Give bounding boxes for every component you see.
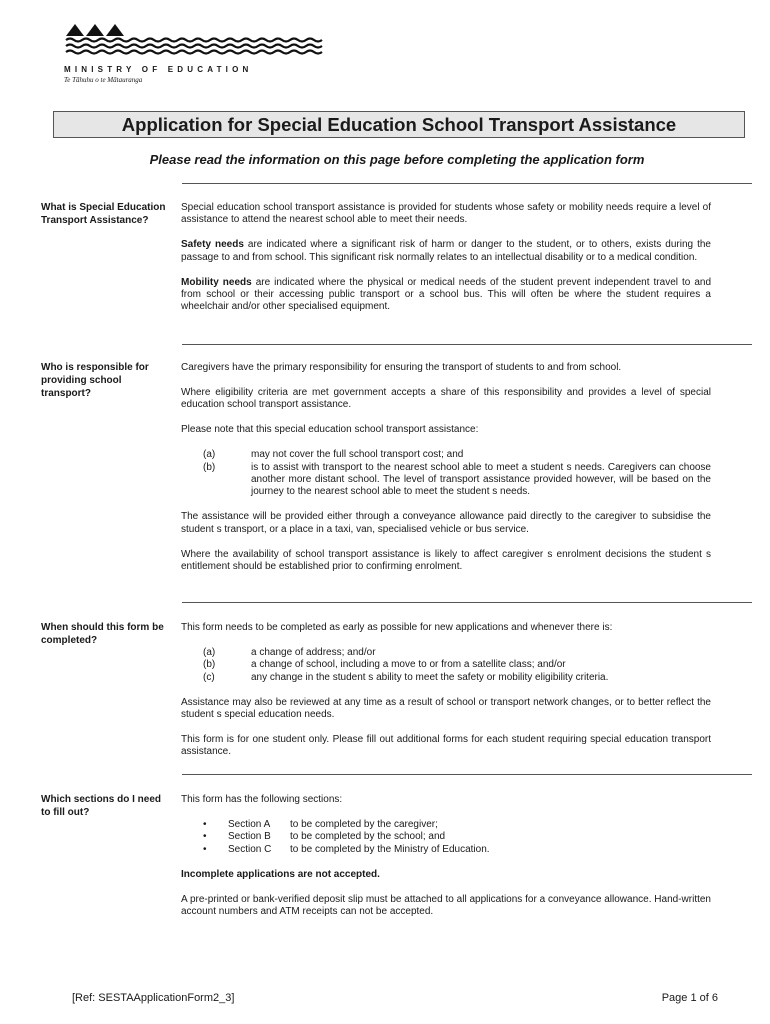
section-question: Which sections do I need to fill out? bbox=[41, 794, 162, 818]
bullet-icon: • bbox=[203, 831, 207, 843]
divider bbox=[182, 183, 752, 184]
form-title-box bbox=[53, 111, 745, 138]
paragraph: The assistance will be provided either through a conveyance allowance paid directly to the caregiver to subsidise the student s transport, or a place in a taxi, van, specialised vehicle or bus service. bbox=[181, 511, 711, 535]
list-item: • Section B to be completed by the school; and bbox=[203, 831, 446, 843]
paragraph: A pre-printed or bank-verified deposit slip must be attached to all applications for a conveyance allowance. Hand-written account numbers and ATM receipts can not be accepted. bbox=[181, 893, 711, 917]
divider bbox=[182, 344, 752, 345]
paragraph: Please note that this special education school transport assistance: bbox=[181, 424, 479, 436]
change-conditions-list bbox=[181, 647, 711, 684]
mountain-waves-icon bbox=[64, 22, 326, 60]
instructions-subtitle: Please read the information on this page before completing the application form bbox=[149, 152, 645, 167]
paragraph: Caregivers have the primary responsibility for ensuring the transport of students to and from school. bbox=[181, 362, 622, 373]
list-item: (b) a change of school, including a move to or from a satellite class; and/or bbox=[203, 659, 566, 671]
bullet-icon: • bbox=[203, 818, 207, 830]
paragraph: This form has the following sections: bbox=[181, 794, 343, 805]
list-item: (a) may not cover the full school transport cost; and bbox=[203, 449, 464, 461]
list-item: (a) a change of address; and/or bbox=[203, 646, 376, 658]
ministry-logo bbox=[64, 22, 326, 84]
footer-reference: [Ref: SESTAApplicationForm2_3] bbox=[72, 992, 235, 1004]
divider bbox=[182, 602, 752, 603]
paragraph: Mobility needs are indicated where the physical or medical needs of the student prevent independent travel to and from school or their accessing public transport or a school bus. This will often be where the student requires a wheelchair and/or other specialised equipment. bbox=[181, 276, 712, 313]
section-question: What is Special Education Transport Assistance? bbox=[41, 202, 166, 226]
list-item: • Section C to be completed by the Ministry of Education. bbox=[203, 843, 490, 855]
paragraph: This form is for one student only. Please fill out additional forms for each student requiring special education transport assistance. bbox=[181, 733, 711, 758]
assistance-conditions-list bbox=[181, 449, 711, 499]
footer-page-number: Page 1 of 6 bbox=[661, 992, 718, 1004]
paragraph: Safety needs are indicated where a significant risk of harm or danger to the student, or to others, exists during the passage to and from school. This significant risk normally relates to an intellectual disability or to a medical condition. bbox=[181, 239, 711, 263]
paragraph: Assistance may also be reviewed at any time as a result of school or transport network changes, or to better reflect the student s special education needs. bbox=[181, 696, 711, 721]
section-answer bbox=[181, 622, 711, 771]
section-answer bbox=[181, 202, 711, 326]
paragraph: Where the availability of school transport assistance is likely to affect caregiver s enrolment decisions the student s entitlement should be established prior to confirming enrolment. bbox=[181, 548, 711, 572]
divider bbox=[182, 774, 752, 775]
section-answer bbox=[181, 794, 711, 931]
logo-ministry-text: MINISTRY OF EDUCATION bbox=[64, 65, 253, 74]
bullet-icon: • bbox=[203, 843, 207, 855]
paragraph: Where eligibility criteria are met government accepts a share of this responsibility and provides a level of special education school transport assistance. bbox=[181, 386, 711, 411]
form-title: Application for Special Education School Transport Assistance bbox=[121, 114, 677, 135]
form-sections-list bbox=[181, 819, 711, 856]
section-question: Who is responsible for providing school transport? bbox=[41, 362, 149, 399]
list-item: (c) any change in the student s ability to meet the safety or mobility eligibility criteria. bbox=[203, 671, 609, 683]
incomplete-warning: Incomplete applications are not accepted. bbox=[181, 868, 380, 880]
paragraph: This form needs to be completed as early as possible for new applications and whenever there is: bbox=[181, 622, 613, 633]
paragraph: Special education school transport assistance is provided for students whose safety or mobility needs require a level of assistance to attend the nearest school able to meet their needs. bbox=[181, 202, 711, 226]
logo-maori-text: Te Tāhuhu o te Mātauranga bbox=[64, 76, 143, 84]
section-answer bbox=[181, 362, 711, 586]
section-question: When should this form be completed? bbox=[41, 622, 164, 646]
list-item: • Section A to be completed by the caregiver; bbox=[203, 818, 438, 830]
list-item: (b) is to assist with transport to the nearest school able to meet a student s needs. Caregivers can choose another more distant school. The level of transport assistance provided however, will be based on the journey to the nearest school able to meet the student s needs. bbox=[203, 461, 711, 498]
